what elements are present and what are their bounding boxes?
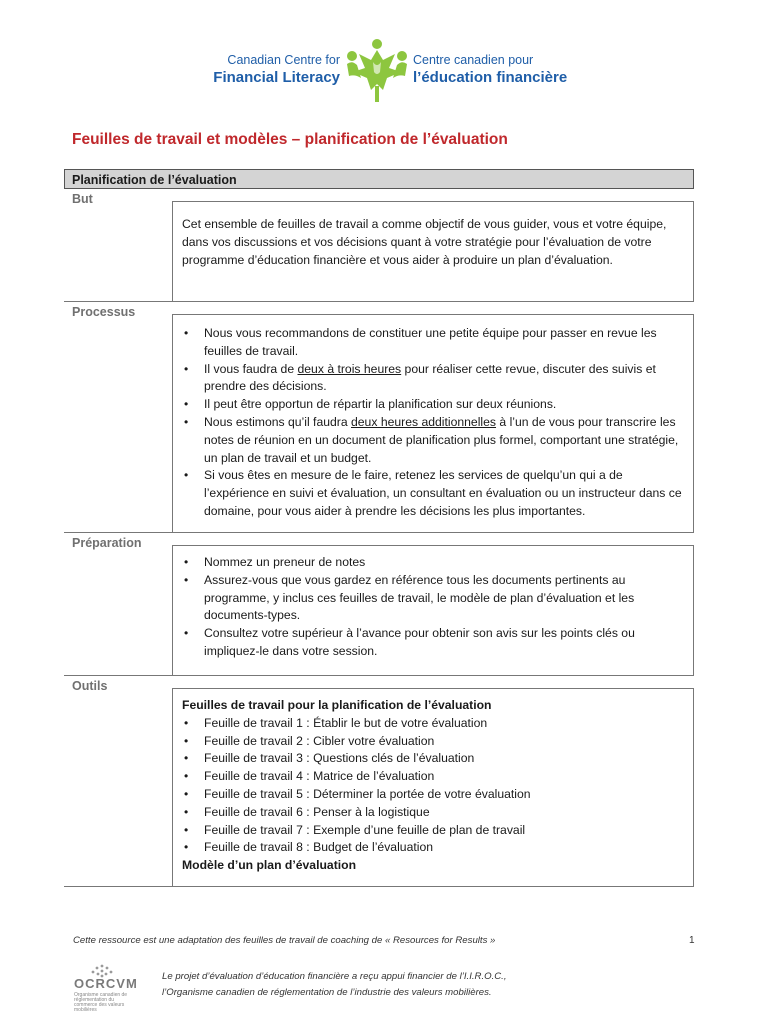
- list-item: • Si vous êtes en mesure de le faire, retenez les services de quelqu’un qui a de l’expérience en suivi et évaluation, un consultant en évaluation ou un instructeur dans ce domaine, pour vous aider à prendre les décisions les plus importantes.: [182, 467, 685, 520]
- logo-english: [213, 53, 340, 87]
- row-content-outils: [172, 688, 694, 887]
- item-text: Nous estimons qu’il faudra: [204, 414, 351, 429]
- funding-acknowledgement: [162, 969, 582, 1001]
- logo-french: [413, 53, 567, 87]
- list-item: • Feuille de travail 5 : Déterminer la portée de votre évaluation: [182, 786, 685, 804]
- ack-line2: l’Organisme canadien de réglementation de l’industrie des valeurs mobilières.: [162, 987, 492, 998]
- table-row-preparation: [64, 533, 694, 676]
- ack-line1: Le projet d’évaluation d’éducation financière a reçu appui financier de l’I.I.R.O.C.,: [162, 971, 507, 982]
- processus-list: [182, 325, 685, 521]
- row-content-preparation: [172, 545, 694, 676]
- list-item: [182, 414, 685, 467]
- list-item: [182, 361, 685, 397]
- logo-fr-line1: Centre canadien pour: [413, 53, 534, 67]
- list-item: • Il peut être opportun de répartir la planification sur deux réunions.: [182, 396, 685, 414]
- row-label-outils: Outils: [72, 679, 108, 693]
- logo-fr-line2: l’éducation financière: [413, 69, 568, 86]
- row-label-preparation: Préparation: [72, 536, 142, 550]
- list-item: • Feuille de travail 4 : Matrice de l’évaluation: [182, 768, 685, 786]
- list-item: • Nous vous recommandons de constituer une petite équipe pour passer en revue les feuilles de travail.: [182, 325, 685, 361]
- page-title: Feuilles de travail et modèles – planification de l’évaluation: [72, 131, 508, 148]
- ocrcvm-subtext: Organisme canadien de réglementation du commerce des valeurs mobilières: [74, 992, 128, 1013]
- table-row-processus: [64, 302, 694, 533]
- evaluation-planning-table: [64, 169, 694, 887]
- but-text: Cet ensemble de feuilles de travail a comme objectif de vous guider, vous et votre équipe, dans vos discussions et vos décisions quant à votre stratégie pour l’évaluation de votre programme d’éducation financière et vous aider à produire un plan d’évaluation.: [182, 217, 667, 267]
- list-item: • Nommez un preneur de notes: [182, 554, 685, 572]
- row-label-processus: Processus: [72, 305, 136, 319]
- fcac-logo: [0, 38, 770, 108]
- list-item: • Feuille de travail 8 : Budget de l’évaluation: [182, 839, 685, 857]
- outils-list: [182, 715, 685, 857]
- row-label-but: But: [72, 192, 93, 206]
- ocrcvm-wordmark: OCRCVM: [74, 976, 138, 991]
- outils-heading: Feuilles de travail pour la planification de l’évaluation: [182, 698, 492, 712]
- item-text: à l’un de vous pour transcrire les notes de réunion en un document de planification plus formel, comportant une stratégie, un plan de travail et un budget.: [204, 414, 679, 465]
- logo-en-line1: Canadian Centre for: [227, 53, 340, 67]
- underlined-duration: deux à trois heures: [297, 361, 402, 376]
- list-item: • Consultez votre supérieur à l’avance pour obtenir son avis sur les points clés ou impliquez-le dans votre session.: [182, 625, 685, 661]
- list-item: • Feuille de travail 2 : Cibler votre évaluation: [182, 733, 685, 751]
- table-header: Planification de l’évaluation: [64, 169, 694, 189]
- footer-note: Cette ressource est une adaptation des feuilles de travail de coaching de « Resources for Results »: [73, 935, 496, 946]
- table-row-but: [64, 189, 694, 302]
- underlined-duration: deux heures additionnelles: [351, 414, 497, 429]
- list-item: • Assurez-vous que vous gardez en référence tous les documents pertinents au programme, y inclus ces feuilles de travail, le modèle de plan d’évaluation et les documents-types.: [182, 572, 685, 625]
- preparation-list: [182, 554, 685, 661]
- row-content-but: [172, 201, 694, 302]
- list-item: • Feuille de travail 7 : Exemple d’une feuille de plan de travail: [182, 822, 685, 840]
- row-content-processus: [172, 314, 694, 533]
- table-row-outils: [64, 676, 694, 887]
- logo-en-line2: Financial Literacy: [213, 69, 340, 86]
- outils-footer: Modèle d’un plan d’évaluation: [182, 858, 357, 873]
- ocrcvm-logo: [70, 963, 150, 1013]
- maple-leaf-people-icon: [343, 38, 411, 104]
- list-item: • Feuille de travail 3 : Questions clés de l’évaluation: [182, 750, 685, 768]
- list-item: • Feuille de travail 6 : Penser à la logistique: [182, 804, 685, 822]
- page-number: 1: [689, 935, 695, 946]
- item-text: Il vous faudra de: [204, 361, 298, 376]
- item-text: pour réaliser cette revue, discuter des suivis et prendre des décisions.: [204, 361, 656, 394]
- list-item: • Feuille de travail 1 : Établir le but de votre évaluation: [182, 715, 685, 733]
